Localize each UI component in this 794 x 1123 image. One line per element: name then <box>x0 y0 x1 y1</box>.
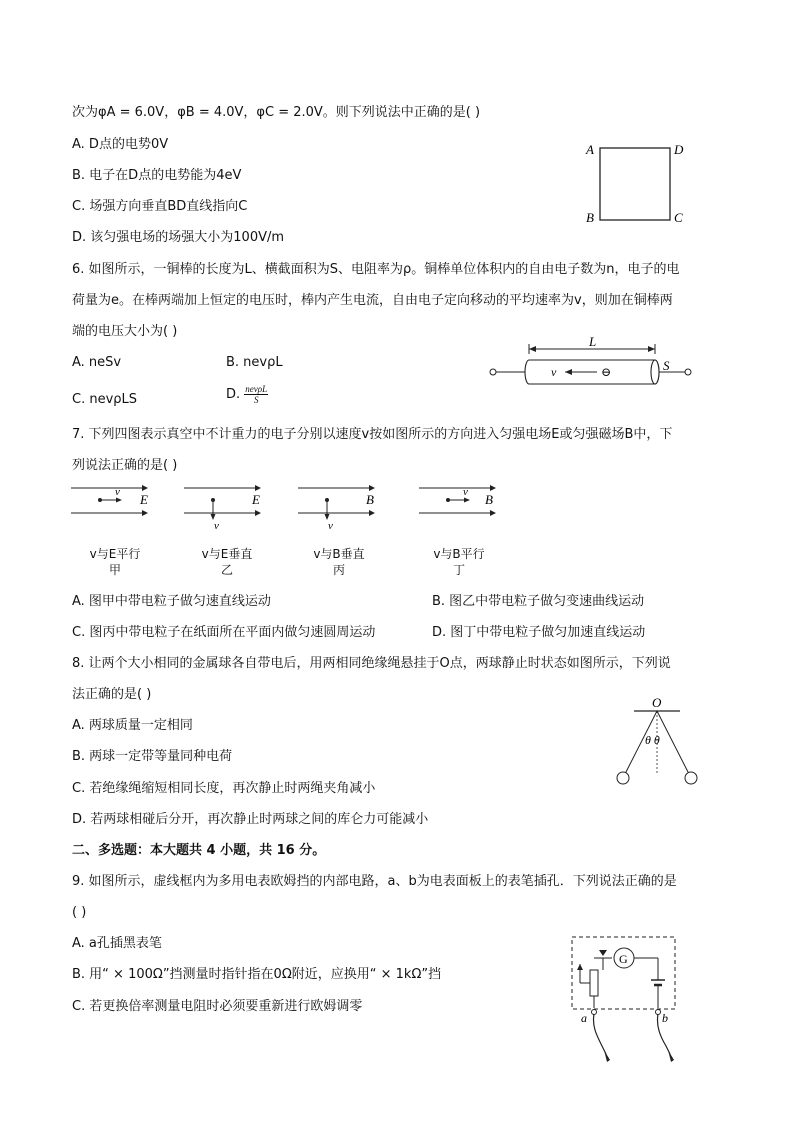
q9-option-b: B. 用“ × 100Ω”挡测量时指针指在0Ω附近，应换用“ × 1kΩ”挡 <box>72 967 442 982</box>
q6-stem-line3: 端的电压大小为( ) <box>72 324 178 339</box>
q5-option-b: B. 电子在D点的电势能为4eV <box>72 168 242 183</box>
panel-jia-diagram <box>71 485 148 516</box>
q8-option-b: B. 两球一定带等量同种电荷 <box>72 749 233 764</box>
q7-stem-line2: 列说法正确的是( ) <box>72 458 178 473</box>
q5-square-figure <box>580 138 690 228</box>
q8-stem-line2: 法正确的是( ) <box>72 687 152 702</box>
q7-figure-panels <box>66 478 506 530</box>
q6-stem-line2: 荷量为e。在棒两端加上恒定的电压时，棒内产生电流，自由电子定向移动的平均速率为v，则加在铜棒两 <box>72 293 673 308</box>
right-string <box>657 711 689 774</box>
q9-stem-line2: ( ) <box>72 905 87 920</box>
theta-labels: θ θ <box>645 733 660 747</box>
right-ball <box>685 772 697 784</box>
q7-option-c: C. 图丙中带电粒子在纸面所在平面内做匀速圆周运动 <box>72 625 376 640</box>
q9-option-a: A. a孔插黑表笔 <box>72 936 162 951</box>
pivot-label: O <box>652 695 662 710</box>
q6-stem-line1: 6. 如图所示，一铜棒的长度为L、横截面积为S、电阻率为ρ。铜棒单位体积内的自由电子数为n，电子的电 <box>72 262 680 277</box>
square-outline <box>600 148 670 220</box>
svg-text:v: v <box>214 520 219 530</box>
svg-text:v: v <box>463 486 468 498</box>
q7-option-b: B. 图乙中带电粒子做匀变速曲线运动 <box>432 594 645 609</box>
svg-text:v: v <box>115 486 120 498</box>
left-ball <box>617 772 629 784</box>
area-label: S <box>663 358 670 373</box>
q5-option-c: C. 场强方向垂直BD直线指向C <box>72 199 248 214</box>
q7-option-d: D. 图丁中带电粒子做匀加速直线运动 <box>432 625 646 640</box>
q5-stem: 次为φA = 6.0V，φB = 4.0V，φC = 2.0V。则下列说法中正确的是( ) <box>72 105 481 120</box>
label-d: D <box>674 142 684 157</box>
svg-text:E: E <box>252 492 260 507</box>
terminal-a <box>592 1010 597 1015</box>
q8-option-d: D. 若两球相碰后分开，再次静止时两球之间的库仑力可能减小 <box>72 812 429 827</box>
left-terminal <box>490 369 496 375</box>
q6-option-d-prefix: D. <box>226 387 241 402</box>
slider-arrow <box>599 950 607 956</box>
electron-symbol: ⊖ <box>601 365 612 379</box>
panel-yi-diagram <box>184 485 261 530</box>
svg-text:a: a <box>581 1011 587 1025</box>
q6-copper-rod-figure <box>485 332 700 390</box>
length-label: L <box>589 334 597 349</box>
svg-text:b: b <box>662 1011 668 1025</box>
q6-option-d <box>226 384 268 405</box>
q9-ohmmeter-circuit-figure <box>566 934 682 1066</box>
svg-text:G: G <box>619 952 628 966</box>
fraction-numerator: nevρL <box>245 384 268 394</box>
section-multiple-choice-heading: 二、多选题：本大题共 4 小题，共 16 分。 <box>72 843 326 858</box>
probe-lead-a <box>593 1014 606 1054</box>
panel-yi-caption: v与E垂直 乙 <box>201 547 253 577</box>
q7-option-a: A. 图甲中带电粒子做匀速直线运动 <box>72 594 271 609</box>
panel-bing-diagram <box>298 485 375 530</box>
q5-option-a: A. D点的电势0V <box>72 137 169 152</box>
q9-option-c: C. 若更换倍率测量电阻时必须要重新进行欧姆调零 <box>72 999 363 1014</box>
panel-ding-caption: v与B平行 丁 <box>433 547 485 577</box>
terminal-b <box>656 1010 661 1015</box>
rheostat <box>590 970 598 996</box>
svg-text:B: B <box>485 492 493 507</box>
q6-option-c: C. nevρLS <box>72 392 138 407</box>
label-b: B <box>586 210 594 225</box>
q5-option-d: D. 该匀强电场的场强大小为100V/m <box>72 230 285 245</box>
q6-option-b: B. nevρL <box>226 355 283 370</box>
q8-pendulum-figure <box>612 694 702 790</box>
right-terminal <box>685 369 691 375</box>
q6-option-d-fraction <box>244 384 268 405</box>
panel-ding-diagram <box>419 485 496 516</box>
q6-option-a: A. neSv <box>72 355 122 370</box>
panel-bing-caption: v与B垂直 丙 <box>313 547 365 577</box>
q7-stem-line1: 7. 下列四图表示真空中不计重力的电子分别以速度v按如图所示的方向进入匀强电场E或匀强磁场B中，下 <box>72 427 673 442</box>
q9-stem-line1: 9. 如图所示，虚线框内为多用电表欧姆挡的内部电路，a、b为电表面板上的表笔插孔．下列说法正确的是 <box>72 874 677 889</box>
svg-text:v: v <box>328 520 333 530</box>
q8-stem-line1: 8. 让两个大小相同的金属球各自带电后，用两相同绝缘绳悬挂于O点，两球静止时状态如图所示，下列说 <box>72 656 671 671</box>
velocity-label: v <box>551 365 557 379</box>
q8-option-c: C. 若绝缘绳缩短相同长度，再次静止时两绳夹角减小 <box>72 781 376 796</box>
panel-jia-caption: v与E平行 甲 <box>89 547 141 577</box>
svg-text:E: E <box>140 492 148 507</box>
fraction-denominator: S <box>253 395 259 405</box>
svg-text:B: B <box>366 492 374 507</box>
q8-option-a: A. 两球质量一定相同 <box>72 718 193 733</box>
label-c: C <box>674 210 683 225</box>
label-a: A <box>586 142 594 157</box>
rod-end-face <box>651 360 659 384</box>
